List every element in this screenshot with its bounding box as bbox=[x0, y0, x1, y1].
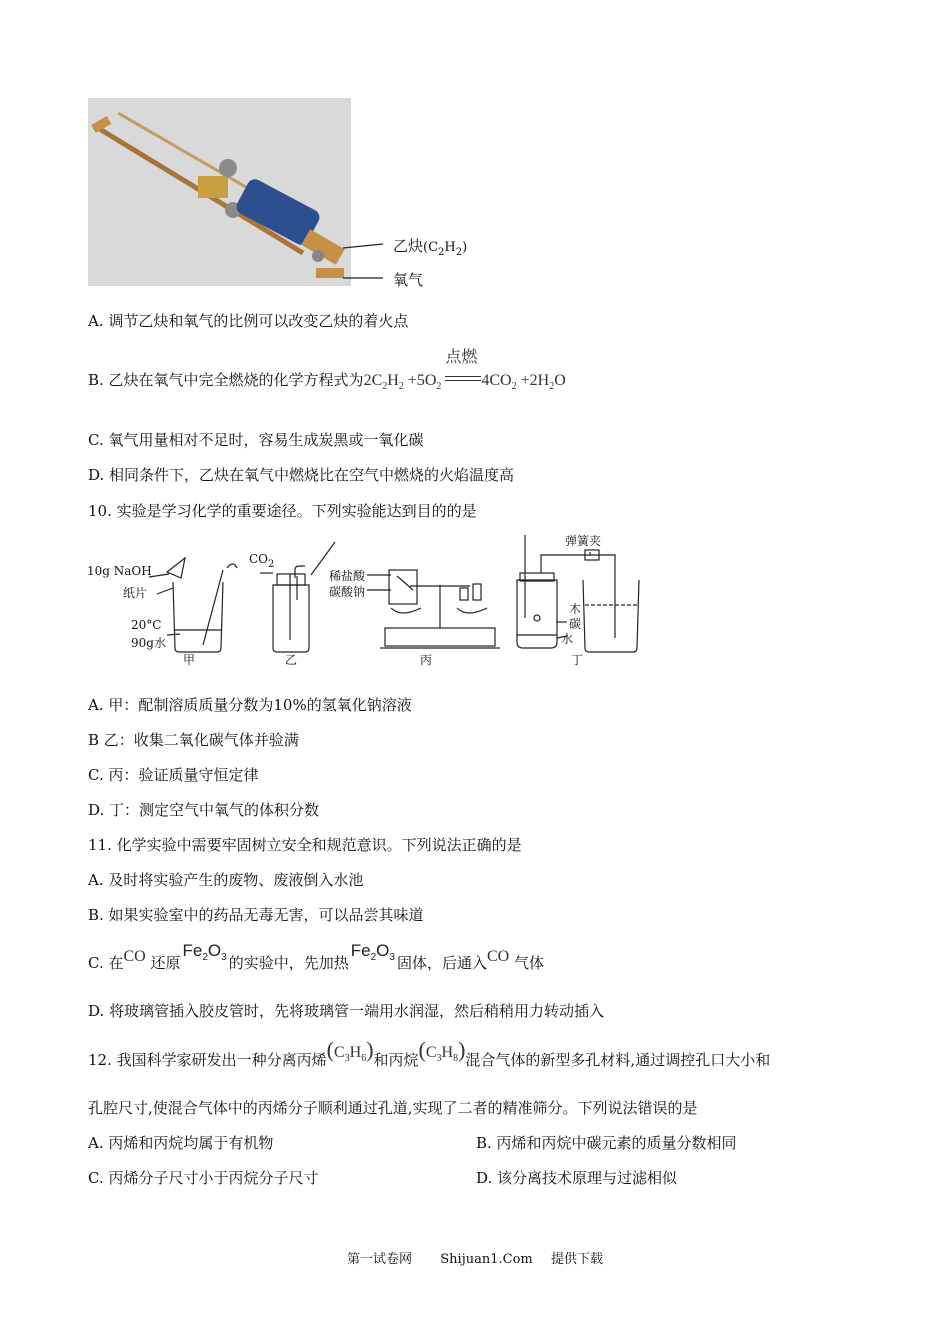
formula-fe2o3-b: $Fe_2O_3$ bbox=[350, 941, 395, 963]
label-sodium-carbonate: 碳酸钠 bbox=[329, 585, 366, 599]
label-yi: 乙 bbox=[285, 653, 298, 667]
q12-option-b: B. 丙烯和丙烷中碳元素的质量分数相同 bbox=[476, 1134, 737, 1152]
footer-note: 提供下载 bbox=[551, 1252, 604, 1267]
footer-site: 第一试卷网 bbox=[346, 1252, 412, 1267]
q12-stem-line2: 孔腔尺寸,使混合气体中的丙烯分子顺利通过孔道,实现了二者的精准筛分。下列说法错误的是 bbox=[88, 1099, 698, 1117]
label-dilute-hcl: 稀盐酸 bbox=[329, 569, 366, 583]
q9-option-b bbox=[88, 347, 566, 397]
q12-option-a: A. 丙烯和丙烷均属于有机物 bbox=[88, 1134, 274, 1152]
label-oxygen: 氧气 bbox=[393, 271, 424, 289]
q10-option-b: B 乙：收集二氧化碳气体并验满 bbox=[88, 731, 299, 749]
q10-option-d: D. 丁：测定空气中氧气的体积分数 bbox=[88, 801, 320, 819]
q9-option-d: D. 相同条件下，乙炔在氧气中燃烧比在空气中燃烧的火焰温度高 bbox=[88, 466, 515, 484]
experiment-figure bbox=[85, 530, 645, 670]
combustion-equation: $2C_2H_2 +5O_2$ 点燃 $4CO_2 +2H_2O$ bbox=[363, 347, 566, 392]
footer-domain[interactable]: Shijuan1.Com bbox=[440, 1252, 533, 1267]
welding-torch-photo bbox=[88, 98, 468, 290]
label-spring-clip: 弹簧夹 bbox=[565, 534, 602, 548]
label-water-90g: 90g水 bbox=[131, 636, 166, 650]
q12-stem-line1: 12. 我国科学家研发出一种分离丙烯$(C_3H_6)$和丙烷$(C_3H_8)$混合气体的新型多孔材料,通过调控孔口大小和 bbox=[88, 1037, 771, 1069]
label-naoh: 10g NaOH bbox=[87, 564, 152, 578]
label-wood: 木 bbox=[569, 602, 582, 616]
q10-stem: 10. 实验是学习化学的重要途径。下列实验能达到目的的是 bbox=[88, 502, 477, 520]
welding-torch-figure bbox=[88, 98, 468, 290]
q9-option-a: A. 调节乙炔和氧气的比例可以改变乙炔的着火点 bbox=[88, 312, 409, 330]
experiment-apparatus-drawing bbox=[85, 530, 645, 670]
formula-fe2o3: $Fe_2O_3$ bbox=[182, 941, 227, 963]
label-paper: 纸片 bbox=[123, 586, 148, 600]
q11-option-a: A. 及时将实验产生的废物、废液倒入水池 bbox=[88, 871, 364, 889]
formula-co-b: CO bbox=[486, 948, 510, 965]
reaction-condition: 点燃 bbox=[445, 347, 478, 367]
q12-option-d: D. 该分离技术原理与过滤相似 bbox=[476, 1169, 678, 1187]
label-bing: 丙 bbox=[420, 653, 433, 667]
q12-option-c: C. 丙烯分子尺寸小于丙烷分子尺寸 bbox=[88, 1169, 319, 1187]
q11-option-c: C. 在CO 还原$Fe_2O_3$ 的实验中，先加热$Fe_2O_3$ 固体，后通入CO 气体 bbox=[88, 941, 544, 972]
q10-option-c: C. 丙：验证质量守恒定律 bbox=[88, 766, 259, 784]
label-ding: 丁 bbox=[571, 653, 584, 667]
q11-stem: 11. 化学实验中需要牢固树立安全和规范意识。下列说法正确的是 bbox=[88, 836, 522, 854]
label-water: 水 bbox=[561, 632, 574, 646]
label-acetylene-formula: $(C_2H_2)$ bbox=[423, 240, 468, 258]
label-carbon: 碳 bbox=[569, 617, 582, 631]
q11-option-d: D. 将玻璃管插入胶皮管时，先将玻璃管一端用水润湿，然后稍稍用力转动插入 bbox=[88, 1002, 605, 1020]
label-jia: 甲 bbox=[183, 653, 196, 667]
page-footer bbox=[0, 1248, 950, 1267]
label-co2: $CO_2$ bbox=[249, 552, 275, 570]
label-temperature: 20°C bbox=[131, 618, 162, 632]
q9-option-c: C. 氧气用量相对不足时，容易生成炭黑或一氧化碳 bbox=[88, 431, 424, 449]
q9-option-b-text: B. 乙炔在氧气中完全燃烧的化学方程式为 bbox=[88, 371, 364, 389]
formula-propene: $(C_3H_6)$ bbox=[326, 1037, 374, 1064]
formula-propane: $(C_3H_8)$ bbox=[418, 1037, 466, 1064]
formula-co: CO bbox=[123, 948, 146, 965]
q10-option-a: A. 甲：配制溶质质量分数为10%的氢氧化钠溶液 bbox=[88, 696, 412, 714]
label-acetylene: 乙炔 bbox=[393, 237, 424, 255]
q11-option-b: B. 如果实验室中的药品无毒无害，可以品尝其味道 bbox=[88, 906, 424, 924]
